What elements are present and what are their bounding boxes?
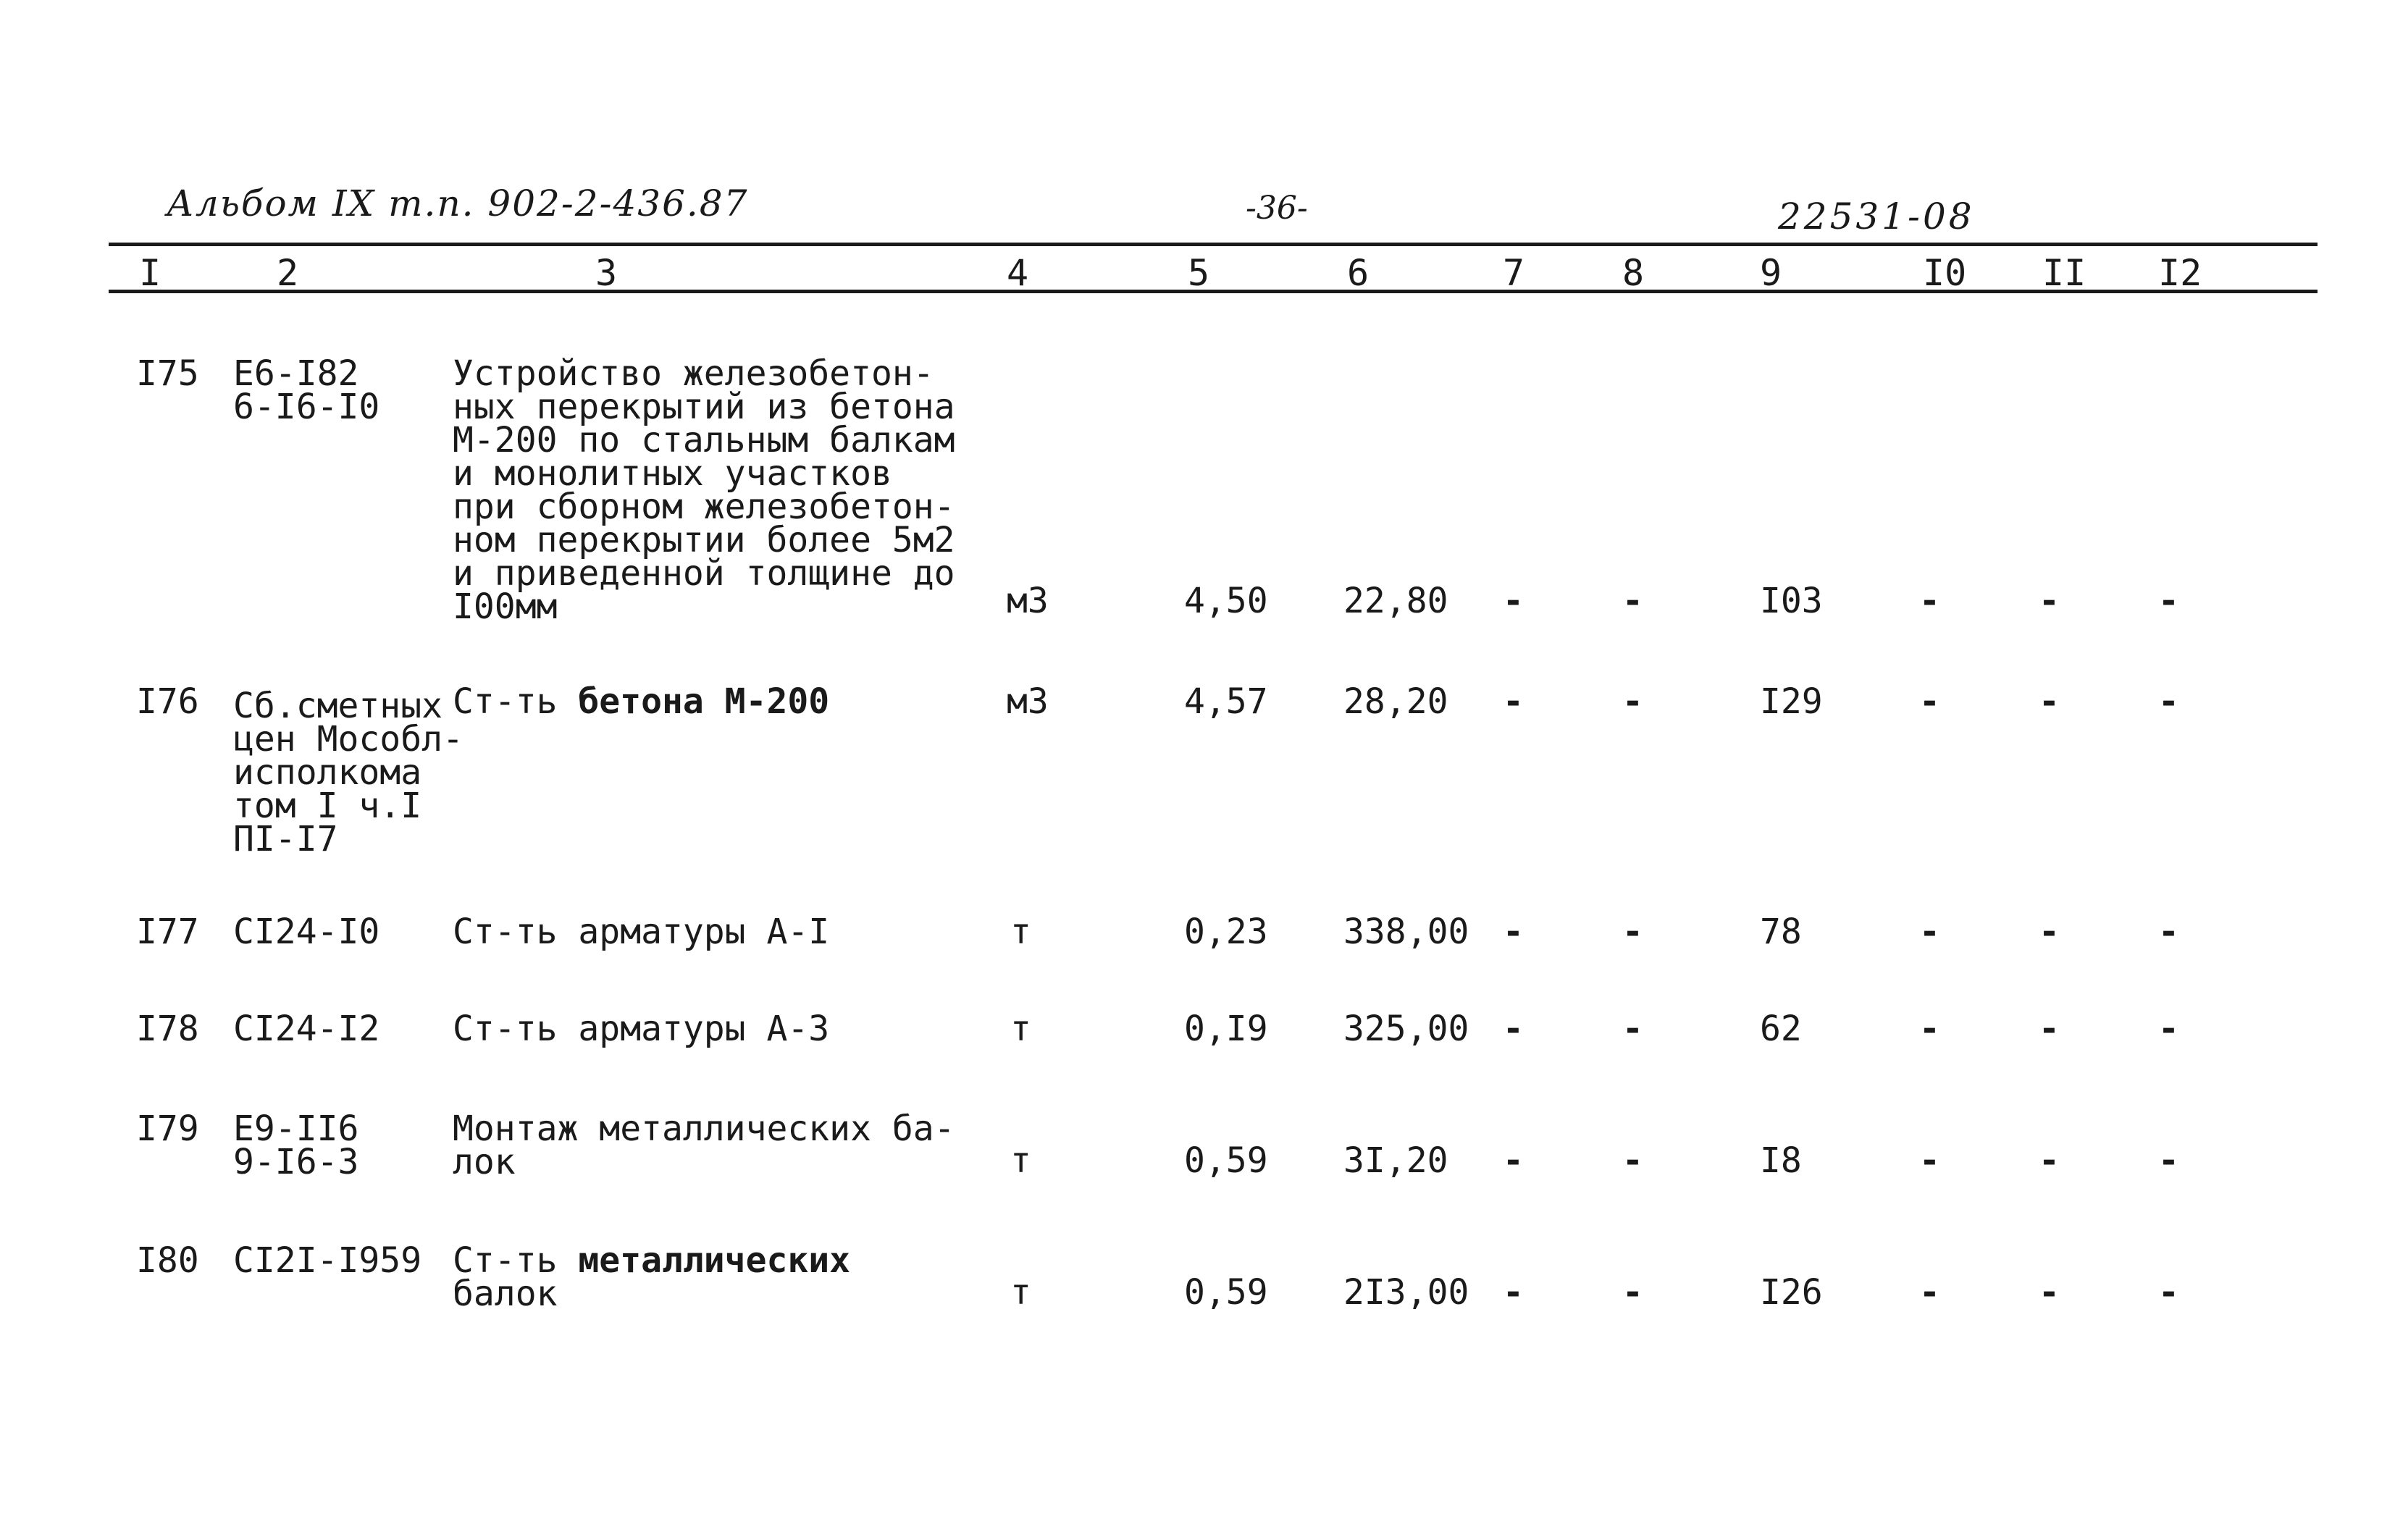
row-description: Ст-ть арматуры А-3: [453, 1009, 830, 1049]
album-header: Альбом IX т.п. 902-2-436.87: [167, 182, 749, 224]
row-col11: -: [2039, 681, 2060, 722]
column-header-2: 2: [277, 252, 299, 294]
row-col7: -: [1503, 912, 1524, 952]
description-bold-text: бетона М-200: [578, 681, 830, 722]
column-header-4: 4: [1007, 252, 1029, 294]
column-header-3: 3: [595, 252, 618, 294]
description-text: Ст-ть: [453, 1240, 579, 1281]
row-col12: -: [2158, 1009, 2179, 1049]
row-unit: т: [1010, 1140, 1031, 1181]
row-quantity: 0,I9: [1184, 1009, 1268, 1049]
header-bottom-rule: [109, 290, 2318, 293]
row-code: Е9-II6 9-I6-3: [233, 1108, 359, 1182]
row-price: 22,80: [1343, 581, 1448, 621]
row-col8: -: [1622, 581, 1643, 621]
row-description: [453, 681, 830, 722]
row-col9: I26: [1760, 1272, 1823, 1313]
column-header-1: I: [139, 252, 162, 294]
row-col10: -: [1919, 1140, 1940, 1181]
row-col12: -: [2158, 1272, 2179, 1313]
description-bold-text: металлических: [578, 1240, 851, 1281]
row-price: 338,00: [1343, 912, 1469, 952]
row-description: Монтаж металлических ба- лок: [453, 1108, 955, 1182]
row-col9: 78: [1760, 912, 1802, 952]
row-col11: -: [2039, 1272, 2060, 1313]
row-col8: -: [1622, 681, 1643, 722]
row-col8: -: [1622, 1272, 1643, 1313]
row-col11: -: [2039, 1140, 2060, 1181]
row-number: I77: [136, 912, 199, 952]
column-header-6: 6: [1347, 252, 1370, 294]
row-col11: -: [2039, 1009, 2060, 1049]
row-description: Устройство железобетон- ных перекрытий из бетона М-200 по стальным балкам и монолитных участков при сборном железобетон- ном перекрытии более 5м2 и приведенной толщине до I00мм: [453, 353, 955, 627]
row-col10: -: [1919, 1009, 1940, 1049]
row-number: I79: [136, 1108, 199, 1149]
row-price: 2I3,00: [1343, 1272, 1469, 1313]
column-header-9: 9: [1760, 252, 1782, 294]
row-col12: -: [2158, 681, 2179, 722]
row-col7: -: [1503, 581, 1524, 621]
row-price: 325,00: [1343, 1009, 1469, 1049]
document-code: 22531-08: [1778, 195, 1975, 237]
column-header-5: 5: [1188, 252, 1210, 294]
row-unit: т: [1010, 1009, 1031, 1049]
row-col7: -: [1503, 1140, 1524, 1181]
row-price: 28,20: [1343, 681, 1448, 722]
row-col7: -: [1503, 1009, 1524, 1049]
row-unit: т: [1010, 912, 1031, 952]
row-col10: -: [1919, 1272, 1940, 1313]
row-col9: I8: [1760, 1140, 1802, 1181]
row-col9: 62: [1760, 1009, 1802, 1049]
row-col11: -: [2039, 581, 2060, 621]
row-code: СI24-I0: [233, 912, 380, 952]
row-col12: -: [2158, 912, 2179, 952]
header-top-rule: [109, 243, 2318, 246]
row-quantity: 0,23: [1184, 912, 1268, 952]
row-code: СI24-I2: [233, 1009, 380, 1049]
row-col10: -: [1919, 912, 1940, 952]
page-number: -36-: [1246, 190, 1308, 227]
description-text: Ст-ть: [453, 681, 579, 722]
row-quantity: 0,59: [1184, 1272, 1268, 1313]
row-number: I76: [136, 681, 199, 722]
column-header-7: 7: [1503, 252, 1525, 294]
row-quantity: 4,50: [1184, 581, 1268, 621]
row-col12: -: [2158, 581, 2179, 621]
description-line2: балок: [453, 1274, 558, 1314]
row-col9: I29: [1760, 681, 1823, 722]
column-header-11: II: [2042, 252, 2086, 294]
row-code: Сб.сметных цен Мособл- исполкома том I ч.I ПI-I7: [233, 686, 464, 859]
row-col8: -: [1622, 912, 1643, 952]
column-header-8: 8: [1622, 252, 1645, 294]
column-header-10: I0: [1923, 252, 1967, 294]
row-unit: т: [1010, 1272, 1031, 1313]
row-col8: -: [1622, 1009, 1643, 1049]
row-unit: м3: [1007, 681, 1049, 722]
row-quantity: 0,59: [1184, 1140, 1268, 1181]
row-number: I78: [136, 1009, 199, 1049]
row-code: СI2I-I959: [233, 1240, 422, 1281]
row-description: [453, 1240, 851, 1314]
row-price: 3I,20: [1343, 1140, 1448, 1181]
row-number: I75: [136, 353, 199, 394]
row-col9: I03: [1760, 581, 1823, 621]
row-unit: м3: [1007, 581, 1049, 621]
row-description: Ст-ть арматуры А-I: [453, 912, 830, 952]
row-col10: -: [1919, 581, 1940, 621]
column-header-12: I2: [2158, 252, 2202, 294]
row-col7: -: [1503, 1272, 1524, 1313]
row-quantity: 4,57: [1184, 681, 1268, 722]
row-col8: -: [1622, 1140, 1643, 1181]
row-col10: -: [1919, 681, 1940, 722]
row-col12: -: [2158, 1140, 2179, 1181]
row-number: I80: [136, 1240, 199, 1281]
row-col7: -: [1503, 681, 1524, 722]
row-col11: -: [2039, 912, 2060, 952]
row-code: Е6-I82 6-I6-I0: [233, 353, 380, 427]
